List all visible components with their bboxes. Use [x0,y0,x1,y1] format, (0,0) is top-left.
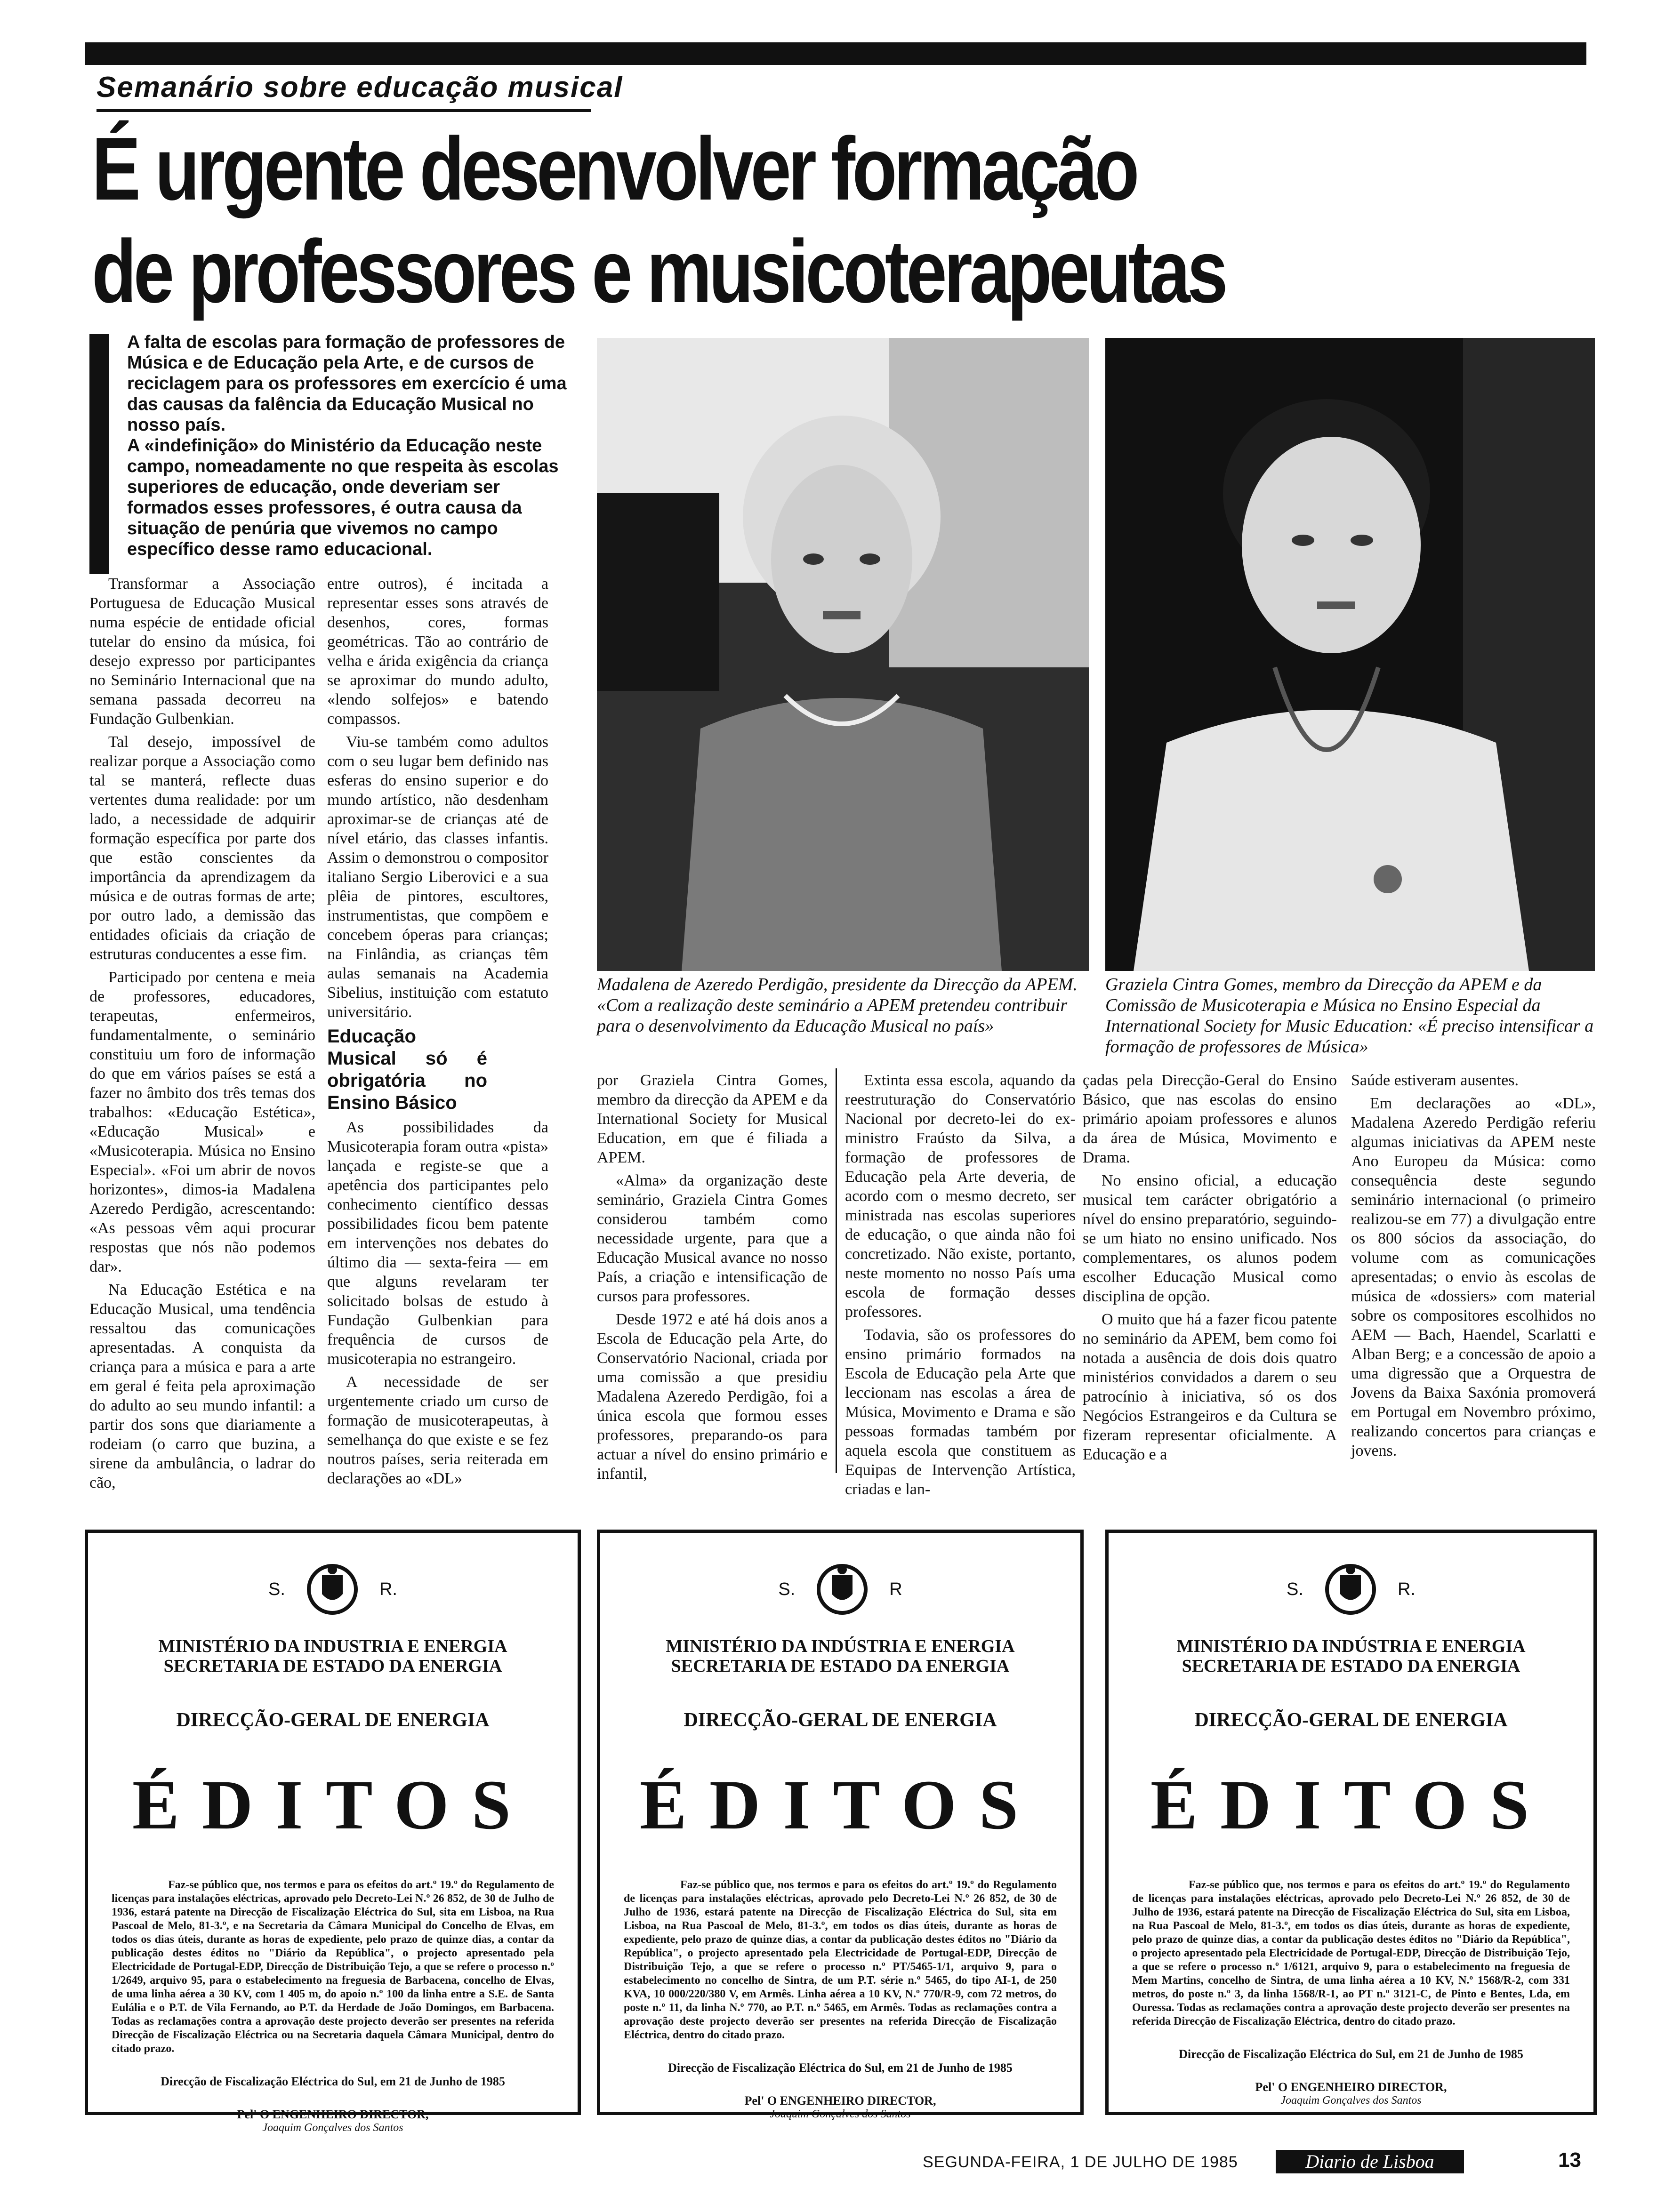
coat-of-arms-icon [1322,1561,1379,1618]
caption-photo-2: Graziela Cintra Gomes, membro da Direcção da APEM e da Comissão de Musicoterapia e Música no Ensino Especial da International Society for Music Education: «É preciso intensificar a formação de professores de Música» [1105,975,1594,1057]
col2-p4: A necessidade de ser urgentemente criado um curso de formação de musicoterapeutas, à semelhança do que existe e se fez noutros países, seria reiterada em declarações ao «DL» [327,1373,548,1487]
photo-madalena-image [597,338,1089,971]
kicker-underline [97,109,591,112]
ad-directorate: DIRECÇÃO-GERAL DE ENERGIA [1194,1709,1508,1731]
ad-r: R. [379,1579,397,1599]
ad-ministry: MINISTÉRIO DA INDUSTRIA E ENERGIA SECRETARIA DE ESTADO DA ENERGIA [158,1636,507,1676]
kicker: Semanário sobre educação musical [97,71,623,104]
col2-p2: Viu-se também como adultos com o seu lugar bem definido nas esferas do ensino superior e do mundo artístico, não desdenham aproximar-se de crianças até de nível etário, das classes infantis. Assim o demonstrou o compositor italiano Sergio Liberovici e a sua plêia de pintores, escultores, instrumentistas, que compõem e concebem óperas para crianças; na Finlândia, as crianças têm aulas semanais na Academia Sibelius, instituição com estatuto universitário. [327,733,548,1021]
column-divider [836,1068,837,1473]
ad-title: ÉDITOS [132,1766,534,1844]
col2-subhead: Educação Musical só é obrigatória no Ensino Básico [327,1026,487,1113]
ad-s: S. [268,1579,285,1599]
ad-date: Direcção de Fiscalização Eléctrica do Sul, em 21 de Junho de 1985 [1179,2047,1523,2061]
ad-body: Faz-se público que, nos termos e para os efeitos do art.º 19.º do Regulamento de licenças para instalações eléctricas, aprovado pelo Decreto-Lei N.º 26 852, de 30 de Julho de 1936, estará patente na Direcção de Fiscalização Eléctrica do Sul, sita em Lisboa, na Rua Pascoal de Melo, 81-3.º, e na Secretaria da Câmara Municipal do Concelho de Elvas, em todos os dias úteis, durante as horas de expediente, pelo prazo de quinze dias, a contar da publicação destes éditos no "Diário da República", o projecto apresentado pela Electricidade de Portugal-EDP, Direcção de Distribuição Tejo, a que se refere o processo n.º 1/2649, arquivo 95, para o estabelecimento na freguesia de Barbacena, concelho de Elvas, de uma linha aérea a 30 KV, com 1 405 m, do apoio n.º 100 da linha entre a S.E. de Santa Eulália e o P.T. de Vila Fernando, ao P.T. da Herdade de João Domingos, em Barbacena. Todas as reclamações contra a aprovação deste projecto deverão ser presentes na referida Direcção de Fiscalização Eléctrica ou na Secretaria daquela Câmara Municipal, dentro do citado prazo. [112,1879,554,2055]
ad-signature-name: Joaquim Gonçalves dos Santos [770,2108,911,2120]
col1-p4: Na Educação Estética e na Educação Musical, uma tendência ressaltou das comunicações apresentadas. A conquista da criança para a música e para a arte em geral é feita pela aproximação do adulto ao seu mundo infantil: a partir dos sons que diariamente a rodeiam (o carro que buzina, a sirene da ambulância, o ladrar do cão, [89,1281,315,1491]
headline-line-2: de professores e musicoterapeutas [92,222,1225,321]
photo-graziela [1105,338,1595,971]
ad-sr [88,1561,578,1618]
headline-line-1: É urgente desenvolver formação [92,119,1136,219]
column-4 [845,1071,1076,1503]
col5-p1: çadas pela Direcção-Geral do Ensino Básico, que nas escolas do ensino primário apoiam professores e alunos da área de Música, Movimento e Drama. [1083,1072,1337,1166]
col5-p2: No ensino oficial, a educação musical tem carácter obrigatório a nível do ensino preparatório, seguindo-se um hiato no ensino unificado. Nos complementares, os alunos podem escolher Educação Musical como disciplina de opção. [1083,1172,1337,1305]
coat-of-arms-icon [814,1561,870,1618]
lead-p1: A falta de escolas para formação de professores de Música e de Educação pela Arte, e de cursos de reciclagem para os professores em exercício é uma das causas da falência da Educação Musical no nosso país. [127,332,567,435]
column-6 [1351,1071,1596,1464]
ad-date: Direcção de Fiscalização Eléctrica do Sul, em 21 de Junho de 1985 [161,2075,505,2088]
col2-p1: entre outros), é incitada a representar esses sons através de desenhos, cores, formas geométricas. Tão ao contrário de velha e árida exigência da criança se aproximar do mundo adulto, «lendo solfejos» e batendo compassos. [327,575,548,728]
ad-sr [600,1561,1080,1618]
col6-p1: Saúde estiveram ausentes. [1351,1072,1519,1089]
edict-ad-2 [597,1530,1084,2120]
ad-directorate: DIRECÇÃO-GERAL DE ENERGIA [684,1709,997,1731]
ad-signature-name: Joaquim Gonçalves dos Santos [1280,2094,1422,2107]
col1-p2: Tal desejo, impossível de realizar porque a Associação como tal se manterá, reflecte duas vertentes duma realidade: por um lado, a necessidade de adquirir formação específica por parte dos que estão conscientes da importância da aprendizagem da música e de outras formas de arte; por outro lado, a demissão das entidades oficiais da criação de estruturas conducentes a esse fim. [89,733,315,963]
top-rule [85,42,1586,65]
ad-date: Direcção de Fiscalização Eléctrica do Sul, em 21 de Junho de 1985 [668,2061,1013,2075]
ad-r: R [889,1579,902,1599]
ad-ministry: MINISTÉRIO DA INDÚSTRIA E ENERGIA SECRETARIA DE ESTADO DA ENERGIA [666,1636,1015,1676]
photo-graziela-image [1105,338,1595,971]
lead-paragraph [127,332,570,560]
photo-madalena [597,338,1089,971]
ad-ministry: MINISTÉRIO DA INDÚSTRIA E ENERGIA SECRETARIA DE ESTADO DA ENERGIA [1176,1636,1526,1676]
column-2 [327,574,548,1492]
ad-signature-name: Joaquim Gonçalves dos Santos [262,2122,403,2134]
col1-p3: Participado por centena e meia de professores, educadores, terapeutas, enfermeiros, fundamentalmente, o seminário constituiu um foro de informação do que em vários países se está a fazer no âmbito dos três temas dos trabalhos: «Educação Estética», «Educação Musical» e «Musicoterapia. Música no Ensino Especial». «Foi um abrir de novos horizontes», dimos-ia Madalena Azeredo Perdigão, acrescentando: «As pessoas vêm aqui procurar respostas que nós não podemos dar». [89,969,315,1275]
column-3 [597,1071,828,1487]
headline [92,118,1308,323]
col3-p3: Desde 1972 e até há dois anos a Escola de Educação pela Arte, do Conservatório Nacional, criada por uma comissão a que presidiu Madalena Azeredo Perdigão, foi a única escola que formou esses professores, preparando-os para actuar a nível do ensino primário e infantil, [597,1311,828,1483]
ad-s: S. [1287,1579,1303,1599]
edict-ad-3 [1105,1530,1597,2115]
footer-date: SEGUNDA-FEIRA, 1 DE JULHO DE 1985 [923,2153,1238,2171]
caption-photo-1: Madalena de Azeredo Perdigão, presidente da Direcção da APEM. «Com a realização deste seminário a APEM pretendeu contribuir para o desenvolvimento da Educação Musical no país» [597,975,1078,1036]
col1-p1: Transformar a Associação Portuguesa de Educação Musical numa espécie de entidade oficial tutelar do ensino da música, foi desejo expresso por participantes no Seminário Internacional que na semana passada decorreu na Fundação Gulbenkian. [89,575,315,728]
column-1 [89,574,315,1496]
col5-p3: O muito que há a fazer ficou patente no seminário da APEM, bem como foi notada a ausência de dois dois quatro ministérios convidados a darem o seu patrocínio à iniciativa, só os dos Negócios Estrangeiros e da Cultura se fizeram representar oficialmente. A Educação e a [1083,1311,1337,1463]
col3-p2: «Alma» da organização deste seminário, Graziela Cintra Gomes considerou também como necessidade urgente, para que a Educação Musical avance no nosso País, a criação e intensificação de cursos para professores. [597,1172,828,1305]
col6-p2: Em declarações ao «DL», Madalena Azeredo Perdigão referiu algumas iniciativas da APEM neste Ano Europeu da Música: como consequência deste segundo seminário internacional (o primeiro realizou-se em 77) a divulgação entre os 800 sócios da associação, do volume com as comunicações apresentadas; o envio às escolas de música de «dossiers» com material sobre os compositores escolhidos no AEM — Bach, Haendel, Scarlatti e Alban Berg; e a concessão de apoio a uma digressão que a Orquestra de Jovens da Baixa Saxónia promoverá em Portugal em Novembro próximo, realizando concertos para crianças e jovens. [1351,1095,1596,1459]
ad-body: Faz-se público que, nos termos e para os efeitos do art.º 19.º do Regulamento de licenças para instalações eléctricas, aprovado pelo Decreto-Lei N.º 26 852, de 30 de Julho de 1936, estará patente na Direcção de Fiscalização Eléctrica do Sul, sita em Lisboa, na Rua Pascoal de Melo, 81-3.º, em todos os dias úteis, durante as horas de expediente, pelo prazo de quinze dias, a contar da publicação destes éditos no "Diário da República", o projecto apresentado pela Electricidade de Portugal-EDP, Direcção de Distribuição Tejo, a que se refere o processo n.º PT/5465-1/1, arquivo 9, para o estabelecimento no concelho de Sintra, de um P.T. série n.º 5465, do tipo AI-1, de 250 KVA, 10 000/220/380 V, em Armês. Linha aérea a 10 KV, N.º 770/R-9, com 72 metros, do poste n.º 11, da linha N.º 770, ao P.T. n.º 5465, em Armês. Todas as reclamações contra a aprovação deste projecto deverão ser presentes na referida Direcção de Fiscalização Eléctrica, dentro do citado prazo. [624,1879,1057,2041]
ad-title: ÉDITOS [1150,1766,1552,1844]
lead-bar [89,334,109,574]
ad-signature-title: Pel' O ENGENHEIRO DIRECTOR, [237,2108,429,2121]
col4-p2: Todavia, são os professores do ensino primário formados na Escola de Educação pela Arte que leccionam nas escolas a área de Música, Movimento e Drama e são pessoas formadas também por aquela escola que constituem as Equipas de Intervenção Artística, criadas e lan- [845,1326,1076,1498]
col4-p1: Extinta essa escola, aquando da reestruturação do Conservatório Nacional por decreto-lei do ex-ministro Fraústo da Silva, a formação de professores de Educação pela Arte deveria, de acordo com o mesmo decreto, ser ministrada nas escolas superiores de educação, o que ainda não foi concretizado. Não existe, portanto, neste momento no nosso País uma escola de formação desses professores. [845,1072,1076,1321]
page-number: 13 [1558,2148,1581,2172]
ad-title: ÉDITOS [639,1766,1041,1844]
ad-signature-title: Pel' O ENGENHEIRO DIRECTOR, [1255,2080,1447,2094]
ad-signature-title: Pel' O ENGENHEIRO DIRECTOR, [744,2094,936,2108]
lead-p2: A «indefinição» do Ministério da Educação neste campo, nomeadamente no que respeita às escolas superiores de educação, onde deveriam ser formados esses professores, é outra causa da situação de penúria que vivemos no campo específico desse ramo educacional. [127,436,559,559]
ad-s: S. [778,1579,796,1599]
col3-p1: por Graziela Cintra Gomes, membro da direcção da APEM e da International Society for Musical Education, em que é filiada a APEM. [597,1072,828,1166]
ad-body: Faz-se público que, nos termos e para os efeitos do art.º 19.º do Regulamento de licenças para instalações eléctricas, aprovado pelo Decreto-Lei N.º 26 852, de 30 de Julho de 1936, estará patente na Direcção de Fiscalização Eléctrica do Sul, sita em Lisboa, na Rua Pascoal de Melo, 81-3.º, em todos os dias úteis, durante as horas de expediente, pelo prazo de quinze dias, a contar da publicação destes éditos no "Diário da República", o projecto apresentado pela Electricidade de Portugal-EDP, Direcção de Distribuição Tejo, a que se refere o processo n.º 1/6121, arquivo 9, para o estabelecimento na freguesia de Mem Martins, concelho de Sintra, de uma linha aérea a 10 KV, N.º 1568/R-2, com 331 metros, do poste n.º 3, da linha 1568/R-1, ao PT n.º 3121-C, de Pinto e Bentes, Lda, em Ouressa. Todas as reclamações contra a aprovação deste projecto deverão ser presentes na referida Direcção de Fiscalização Eléctrica, dentro do citado prazo. [1132,1879,1570,2028]
coat-of-arms-icon [304,1561,361,1618]
ad-r: R. [1397,1579,1416,1599]
ad-sr [1109,1561,1593,1618]
column-5 [1083,1071,1337,1468]
newspaper-logo: Diario de Lisboa [1276,2150,1464,2173]
edict-ad-1 [85,1530,581,2134]
col2-p3: As possibilidades da Musicoterapia foram outra «pista» lançada e registe-se que a apetência dos participantes pelo conhecimento científico dessas possibilidades ficou bem patente em intervenções nos debates do último dia — sexta-feira — em que alguns revelaram ter solicitado bolsas de estudo à Fundação Gulbenkian para frequência de cursos de musicoterapia no estrangeiro. [327,1119,548,1368]
ad-directorate: DIRECÇÃO-GERAL DE ENERGIA [176,1709,490,1731]
